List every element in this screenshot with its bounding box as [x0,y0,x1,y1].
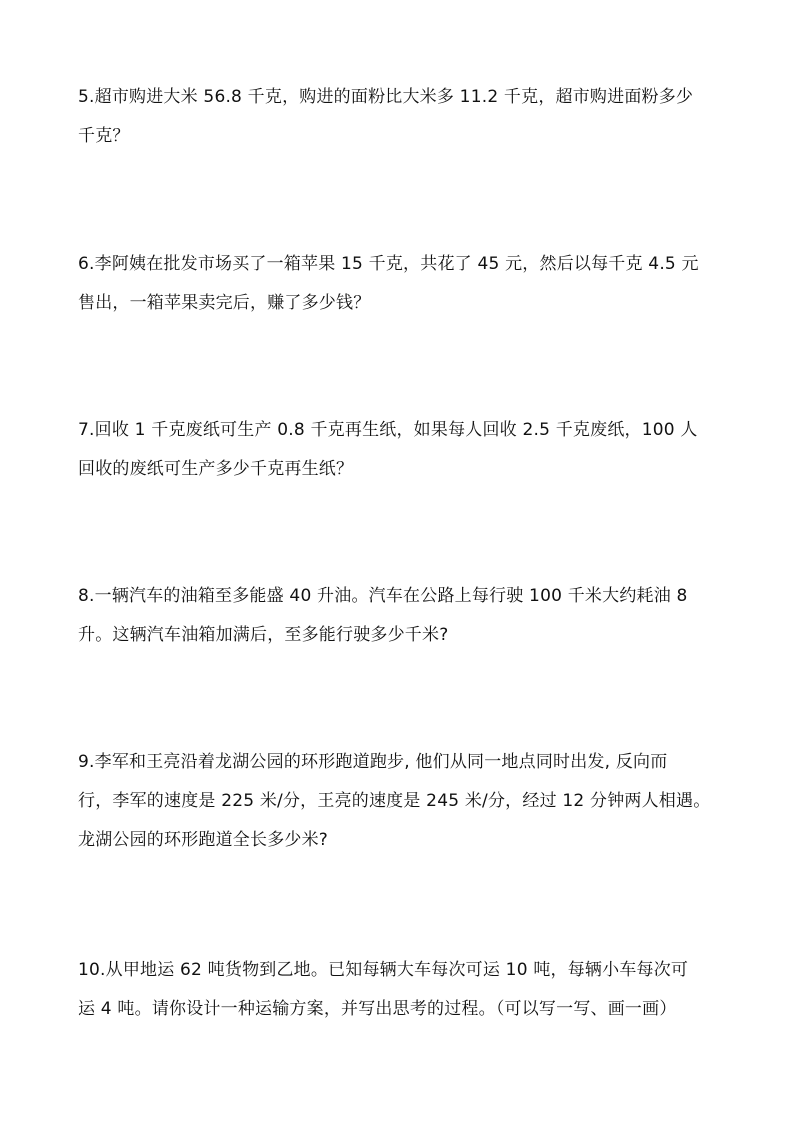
problem-7 [78,411,724,489]
problem-6-line-1: 6.李阿姨在批发市场买了一箱苹果 15 千克，共花了 45 元，然后以每千克 4.5 元 [78,254,699,274]
problem-9-line-1: 9.李军和王亮沿着龙湖公园的环形跑道跑步, 他们从同一地点同时出发, 反向而 [78,752,668,772]
problem-9-line-2: 行，李军的速度是 225 米/分，王亮的速度是 245 米/分，经过 12 分钟两人相遇。 [78,791,711,811]
problem-8 [78,577,724,655]
problem-5-line-2: 千克？ [78,126,130,146]
problem-9 [78,743,724,860]
problem-7-line-2: 回收的废纸可生产多少千克再生纸？ [78,459,354,479]
problem-8-line-1: 8.一辆汽车的油箱至多能盛 40 升油。汽车在公路上每行驶 100 千米大约耗油 8 [78,586,688,606]
problem-10-line-1: 10.从甲地运 62 吨货物到乙地。已知每辆大车每次可运 10 吨，每辆小车每次可 [78,960,689,980]
problem-5-line-1: 5.超市购进大米 56.8 千克，购进的面粉比大米多 11.2 千克，超市购进面粉多少 [78,87,694,107]
problem-9-line-3: 龙湖公园的环形跑道全长多少米? [78,830,329,850]
problem-5 [78,78,724,156]
problem-6 [78,245,724,323]
problem-7-line-1: 7.回收 1 千克废纸可生产 0.8 千克再生纸，如果每人回收 2.5 千克废纸，100 人 [78,420,698,440]
problem-8-line-2: 升。这辆汽车油箱加满后，至多能行驶多少千米? [78,625,449,645]
problem-10-line-2: 运 4 吨。请你设计一种运输方案，并写出思考的过程。（可以写一写、画一画） [78,999,677,1019]
problem-10 [78,951,724,1029]
problem-6-line-2: 售出，一箱苹果卖完后，赚了多少钱？ [78,293,371,313]
